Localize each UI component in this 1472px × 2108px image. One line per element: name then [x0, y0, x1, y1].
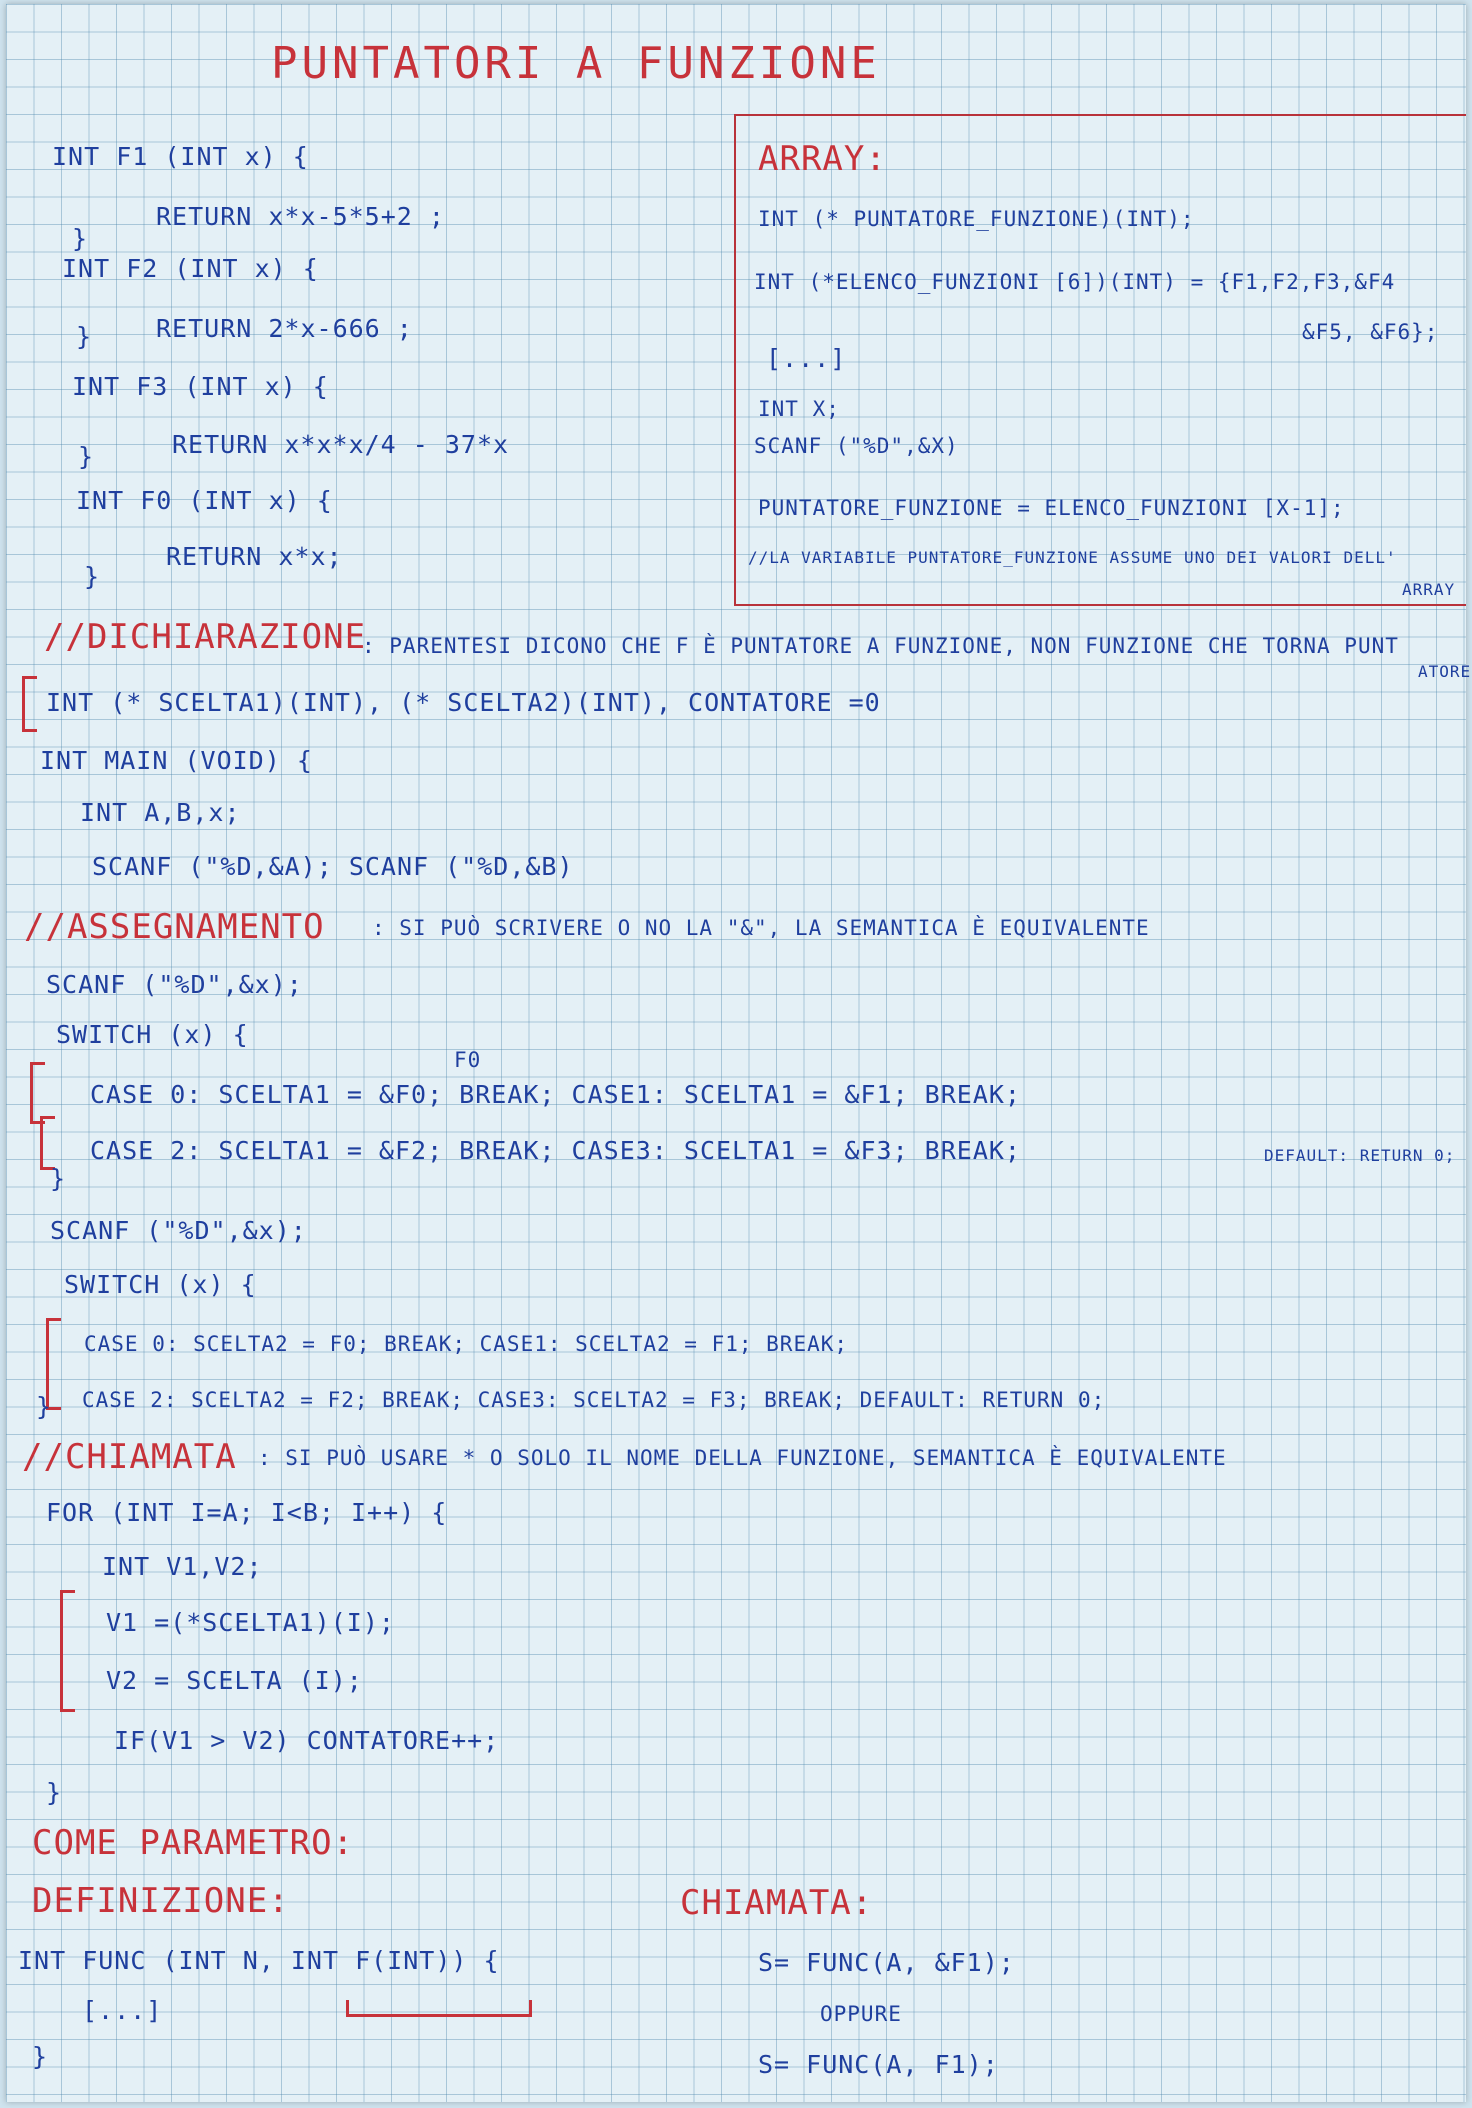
- code-line: RETURN 2*x-666 ;: [156, 314, 413, 343]
- array-line: INT (* PUNTATORE_FUNZIONE)(INT);: [758, 207, 1195, 231]
- code-line: SWITCH (x) {: [64, 1270, 257, 1299]
- assignment-label: //ASSEGNAMENTO: [24, 907, 325, 947]
- code-line: V2 = SCELTA (I);: [106, 1666, 363, 1695]
- code-line: CASE 2: SCELTA2 = F2; BREAK; CASE3: SCELTA2 = F3; BREAK; DEFAULT: RETURN 0;: [82, 1388, 1106, 1412]
- array-comment: //LA VARIABILE PUNTATORE_FUNZIONE ASSUME UNO DEI VALORI DELL': [748, 548, 1397, 567]
- code-line: INT F3 (INT x) {: [72, 372, 329, 401]
- array-line: INT X;: [758, 397, 840, 421]
- code-line: RETURN x*x-5*5+2 ;: [156, 202, 445, 231]
- code-line: SCANF ("%D,&A); SCANF ("%D,&B): [92, 852, 574, 881]
- code-line: IF(V1 > V2) CONTATORE++;: [114, 1726, 500, 1755]
- array-line: &F5, &F6};: [1302, 320, 1439, 344]
- red-bracket: [60, 1590, 75, 1712]
- definition-label: DEFINIZIONE:: [32, 1881, 290, 1921]
- call-example-label: CHIAMATA:: [680, 1883, 874, 1923]
- declaration-code: INT (* SCELTA1)(INT), (* SCELTA2)(INT), CONTATORE =0: [46, 688, 881, 717]
- red-underline: [346, 2000, 532, 2017]
- code-line: INT F1 (INT x) {: [52, 142, 309, 171]
- red-bracket: [22, 676, 37, 732]
- code-line: SCANF ("%D",&x);: [46, 970, 303, 999]
- code-line: INT F2 (INT x) {: [62, 254, 319, 283]
- code-line: DEFAULT: RETURN 0;: [1264, 1146, 1456, 1165]
- array-line: INT (*ELENCO_FUNZIONI [6])(INT) = {F1,F2,F3,&F4: [754, 270, 1396, 294]
- code-line: OPPURE: [820, 2002, 902, 2026]
- code-line: S= FUNC(A, F1);: [758, 2050, 999, 2079]
- code-line: [...]: [82, 1996, 163, 2025]
- red-bracket: [40, 1116, 55, 1170]
- code-line: INT FUNC (INT N, INT F(INT)) {: [18, 1946, 500, 1975]
- page-title: PUNTATORI A FUNZIONE: [271, 38, 881, 89]
- code-line: CASE 0: SCELTA1 = &F0; BREAK; CASE1: SCELTA1 = &F1; BREAK;: [90, 1080, 1021, 1109]
- code-line: }: [36, 1392, 53, 1421]
- red-bracket: [30, 1062, 45, 1124]
- code-line: INT F0 (INT x) {: [76, 486, 333, 515]
- code-line: V1 =(*SCELTA1)(I);: [106, 1608, 395, 1637]
- code-line: RETURN x*x*x/4 - 37*x: [172, 430, 510, 459]
- declaration-note-end: ATORE: [1418, 662, 1472, 681]
- code-line: FOR (INT I=A; I<B; I++) {: [46, 1498, 448, 1527]
- array-comment-end: ARRAY: [1402, 580, 1456, 599]
- code-line: SCANF ("%D",&x);: [50, 1216, 307, 1245]
- array-heading: ARRAY:: [758, 139, 887, 179]
- code-line: CASE 0: SCELTA2 = F0; BREAK; CASE1: SCELTA2 = F1; BREAK;: [84, 1332, 849, 1356]
- assignment-note: : SI PUÒ SCRIVERE O NO LA "&", LA SEMANTICA È EQUIVALENTE: [372, 916, 1150, 940]
- code-line: }: [76, 322, 93, 351]
- code-line: SWITCH (x) {: [56, 1020, 249, 1049]
- call-label: //CHIAMATA: [22, 1437, 237, 1477]
- call-note: : SI PUÒ USARE * O SOLO IL NOME DELLA FUNZIONE, SEMANTICA È EQUIVALENTE: [258, 1446, 1227, 1470]
- notebook-page: [6, 4, 1472, 2102]
- code-line: }: [50, 1164, 67, 1193]
- code-line: }: [84, 562, 101, 591]
- array-line: [...]: [766, 344, 847, 373]
- code-line: INT MAIN (VOID) {: [40, 746, 313, 775]
- declaration-label: //DICHIARAZIONE: [44, 617, 367, 657]
- code-line: RETURN x*x;: [166, 542, 343, 571]
- code-line: }: [46, 1778, 63, 1807]
- array-line: PUNTATORE_FUNZIONE = ELENCO_FUNZIONI [X-1];: [758, 496, 1345, 520]
- code-line: INT A,B,x;: [80, 798, 241, 827]
- code-line: }: [78, 442, 95, 471]
- code-line: INT V1,V2;: [102, 1552, 263, 1581]
- code-line: CASE 2: SCELTA1 = &F2; BREAK; CASE3: SCELTA1 = &F3; BREAK;: [90, 1136, 1021, 1165]
- declaration-note: : PARENTESI DICONO CHE F È PUNTATORE A FUNZIONE, NON FUNZIONE CHE TORNA PUNT: [362, 634, 1399, 658]
- f0-correction: F0: [454, 1048, 482, 1072]
- code-line: S= FUNC(A, &F1);: [758, 1948, 1015, 1977]
- code-line: }: [32, 2042, 49, 2071]
- array-line: SCANF ("%D",&X): [754, 434, 959, 458]
- code-line: }: [72, 224, 89, 253]
- parameter-heading: COME PARAMETRO:: [32, 1823, 355, 1863]
